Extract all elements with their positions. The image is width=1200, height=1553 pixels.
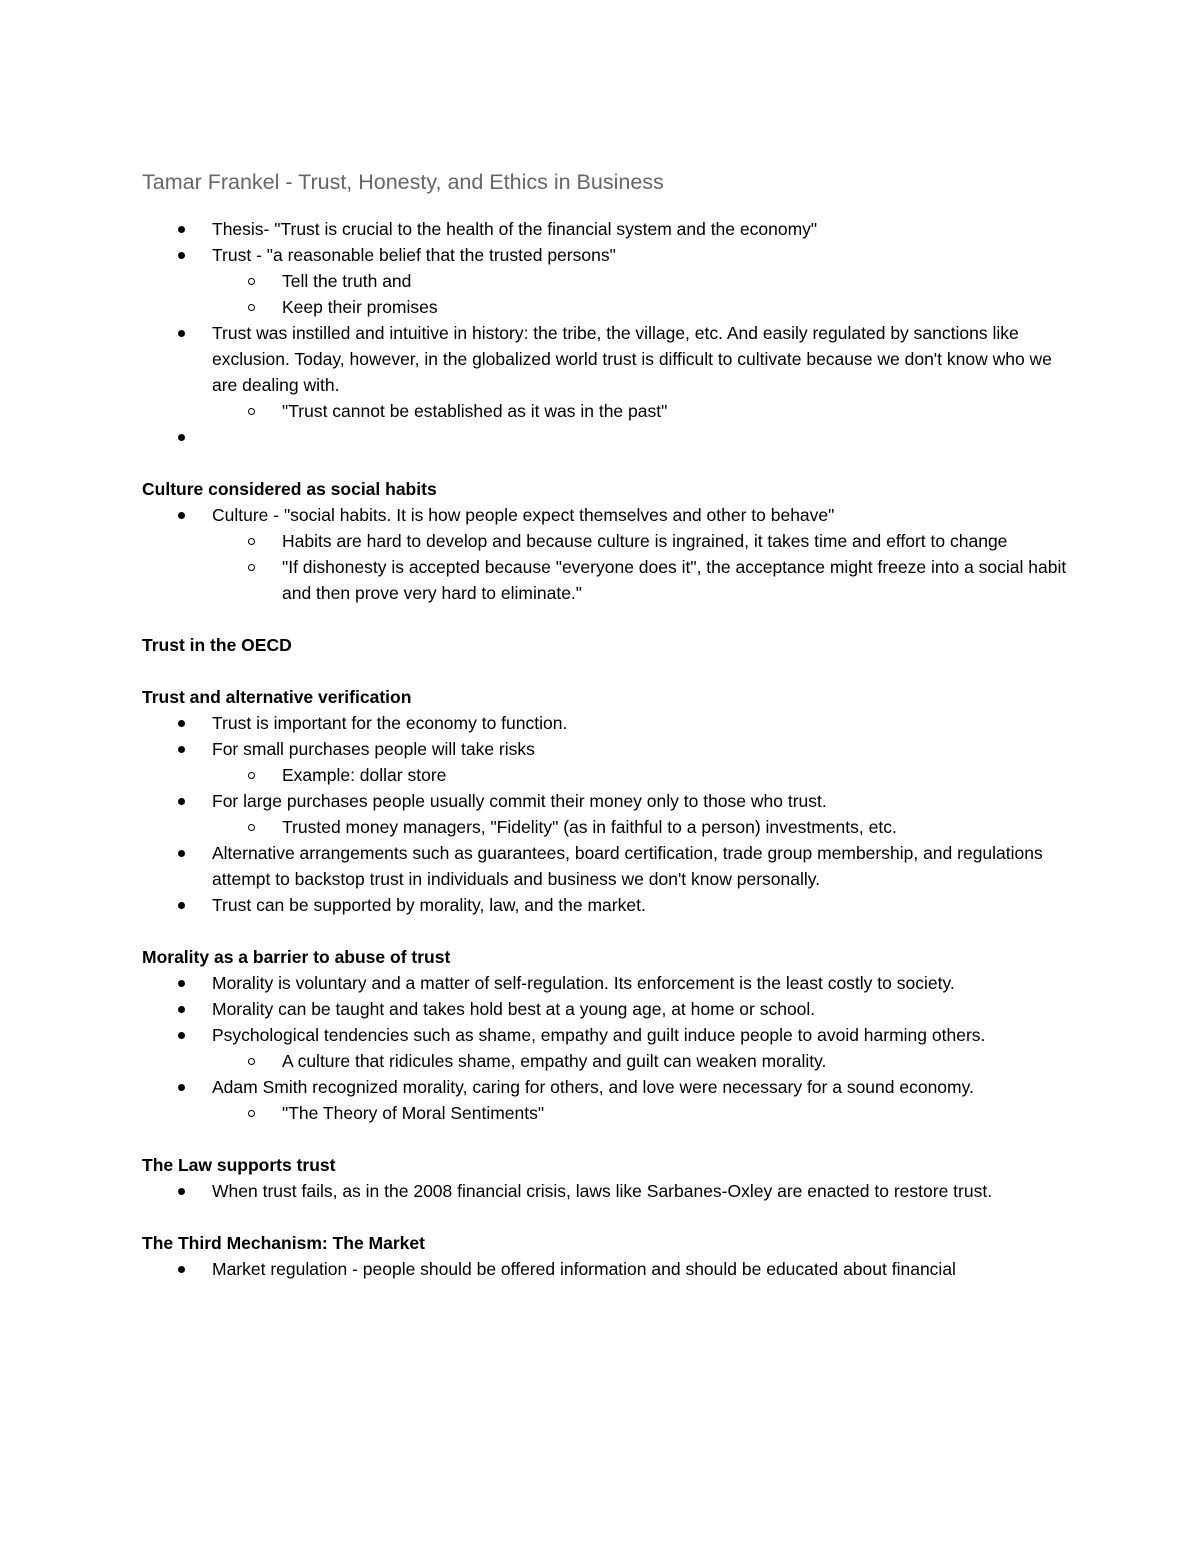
- list-item: [142, 1074, 1082, 1100]
- filled-bullet-icon: [178, 720, 185, 727]
- list-item: [142, 294, 1082, 320]
- section-heading: The Third Mechanism: The Market: [142, 1233, 425, 1253]
- section-heading: Trust and alternative verification: [142, 687, 412, 707]
- filled-bullet-icon: [178, 980, 185, 987]
- list-item-text: Morality can be taught and takes hold best at a young age, at home or school.: [212, 999, 816, 1019]
- list-item-text: Psychological tendencies such as shame, empathy and guilt induce people to avoid harming others.: [212, 1025, 986, 1045]
- hollow-bullet-icon: [248, 824, 255, 831]
- hollow-bullet-icon: [248, 1110, 255, 1117]
- blank-line: [142, 918, 1082, 944]
- list-item: [142, 762, 1082, 788]
- list-item: [142, 242, 1082, 268]
- list-item-text: When trust fails, as in the 2008 financial crisis, laws like Sarbanes-Oxley are enacted to restore trust.: [212, 1181, 993, 1201]
- section-heading: Morality as a barrier to abuse of trust: [142, 947, 451, 967]
- list-item-text: Trusted money managers, "Fidelity" (as in faithful to a person) investments, etc.: [282, 817, 897, 837]
- list-item-text: Tell the truth and: [282, 271, 412, 291]
- list-item-text: Alternative arrangements such as guarantees, board certification, trade group membership, and regulations attempt to backstop trust in individuals and business we don't know personally.: [212, 843, 1043, 889]
- list-item: [142, 710, 1082, 736]
- filled-bullet-icon: [178, 798, 185, 805]
- list-item-text: A culture that ridicules shame, empathy and guilt can weaken morality.: [282, 1051, 827, 1071]
- sections-container: [142, 450, 1082, 1282]
- filled-bullet-icon: [178, 1032, 185, 1039]
- section-list: [142, 970, 1082, 1126]
- list-item: [142, 1178, 1082, 1204]
- list-item-text: Adam Smith recognized morality, caring for others, and love were necessary for a sound economy.: [212, 1077, 974, 1097]
- section-list: [142, 710, 1082, 918]
- hollow-bullet-icon: [248, 278, 255, 285]
- filled-bullet-icon: [178, 434, 185, 441]
- filled-bullet-icon: [178, 1084, 185, 1091]
- list-item: [142, 398, 1082, 424]
- list-item-text: Habits are hard to develop and because culture is ingrained, it takes time and effort to change: [282, 531, 1008, 551]
- filled-bullet-icon: [178, 1266, 185, 1273]
- list-item: [142, 788, 1082, 814]
- list-item: [142, 736, 1082, 762]
- list-item: [142, 996, 1082, 1022]
- blank-line: [142, 1204, 1082, 1230]
- list-item-text: Culture - "social habits. It is how people expect themselves and other to behave": [212, 505, 835, 525]
- list-item-text: Trust can be supported by morality, law, and the market.: [212, 895, 646, 915]
- section-list: [142, 1256, 1082, 1282]
- hollow-bullet-icon: [248, 564, 255, 571]
- list-item: [142, 814, 1082, 840]
- blank-line: [142, 1126, 1082, 1152]
- list-item-text: Trust - "a reasonable belief that the trusted persons": [212, 245, 616, 265]
- list-item-text: Morality is voluntary and a matter of self-regulation. Its enforcement is the least costly to society.: [212, 973, 955, 993]
- list-item-text: For large purchases people usually commit their money only to those who trust.: [212, 791, 827, 811]
- section-list: [142, 1178, 1082, 1204]
- blank-line: [142, 606, 1082, 632]
- list-item-text: Market regulation - people should be offered information and should be educated about financial: [212, 1259, 956, 1279]
- list-item-text: "The Theory of Moral Sentiments": [282, 1103, 545, 1123]
- filled-bullet-icon: [178, 746, 185, 753]
- filled-bullet-icon: [178, 850, 185, 857]
- list-item: [142, 502, 1082, 528]
- blank-line: [142, 450, 1082, 476]
- filled-bullet-icon: [178, 512, 185, 519]
- list-item-text: "Trust cannot be established as it was in the past": [282, 401, 668, 421]
- list-item: [142, 1048, 1082, 1074]
- filled-bullet-icon: [178, 902, 185, 909]
- document-page: [142, 168, 1082, 1282]
- filled-bullet-icon: [178, 1006, 185, 1013]
- list-item-text: Example: dollar store: [282, 765, 447, 785]
- list-item-text: Trust was instilled and intuitive in history: the tribe, the village, etc. And easily regulated by sanctions like exclusion. Today, however, in the globalized world trust is difficult to cultivate because we don't know who we are dealing with.: [212, 323, 1052, 395]
- hollow-bullet-icon: [248, 772, 255, 779]
- list-item: [142, 216, 1082, 242]
- list-item: [142, 970, 1082, 996]
- hollow-bullet-icon: [248, 304, 255, 311]
- blank-line: [142, 658, 1082, 684]
- list-item-text: [212, 424, 1082, 450]
- list-item-text: Keep their promises: [282, 297, 438, 317]
- section-heading: The Law supports trust: [142, 1155, 336, 1175]
- list-item: [142, 840, 1082, 892]
- list-item-text: For small purchases people will take risks: [212, 739, 535, 759]
- section-heading: Culture considered as social habits: [142, 479, 437, 499]
- list-item: [142, 1256, 1082, 1282]
- hollow-bullet-icon: [248, 1058, 255, 1065]
- list-item-text: Thesis- "Trust is crucial to the health of the financial system and the economy": [212, 219, 818, 239]
- list-item: [142, 554, 1082, 606]
- filled-bullet-icon: [178, 1188, 185, 1195]
- section-list: [142, 502, 1082, 606]
- list-item-text: "If dishonesty is accepted because "everyone does it", the acceptance might freeze into a social habit and then prove very hard to eliminate.": [282, 557, 1067, 603]
- list-item: [142, 1100, 1082, 1126]
- document-title: Tamar Frankel - Trust, Honesty, and Ethics in Business: [142, 170, 664, 194]
- list-item: [142, 424, 1082, 450]
- intro-list: [142, 216, 1082, 450]
- filled-bullet-icon: [178, 252, 185, 259]
- hollow-bullet-icon: [248, 538, 255, 545]
- list-item: [142, 528, 1082, 554]
- hollow-bullet-icon: [248, 408, 255, 415]
- filled-bullet-icon: [178, 226, 185, 233]
- list-item: [142, 268, 1082, 294]
- section-heading: Trust in the OECD: [142, 635, 292, 655]
- filled-bullet-icon: [178, 330, 185, 337]
- list-item: [142, 320, 1082, 398]
- list-item: [142, 892, 1082, 918]
- list-item: [142, 1022, 1082, 1048]
- list-item-text: Trust is important for the economy to function.: [212, 713, 568, 733]
